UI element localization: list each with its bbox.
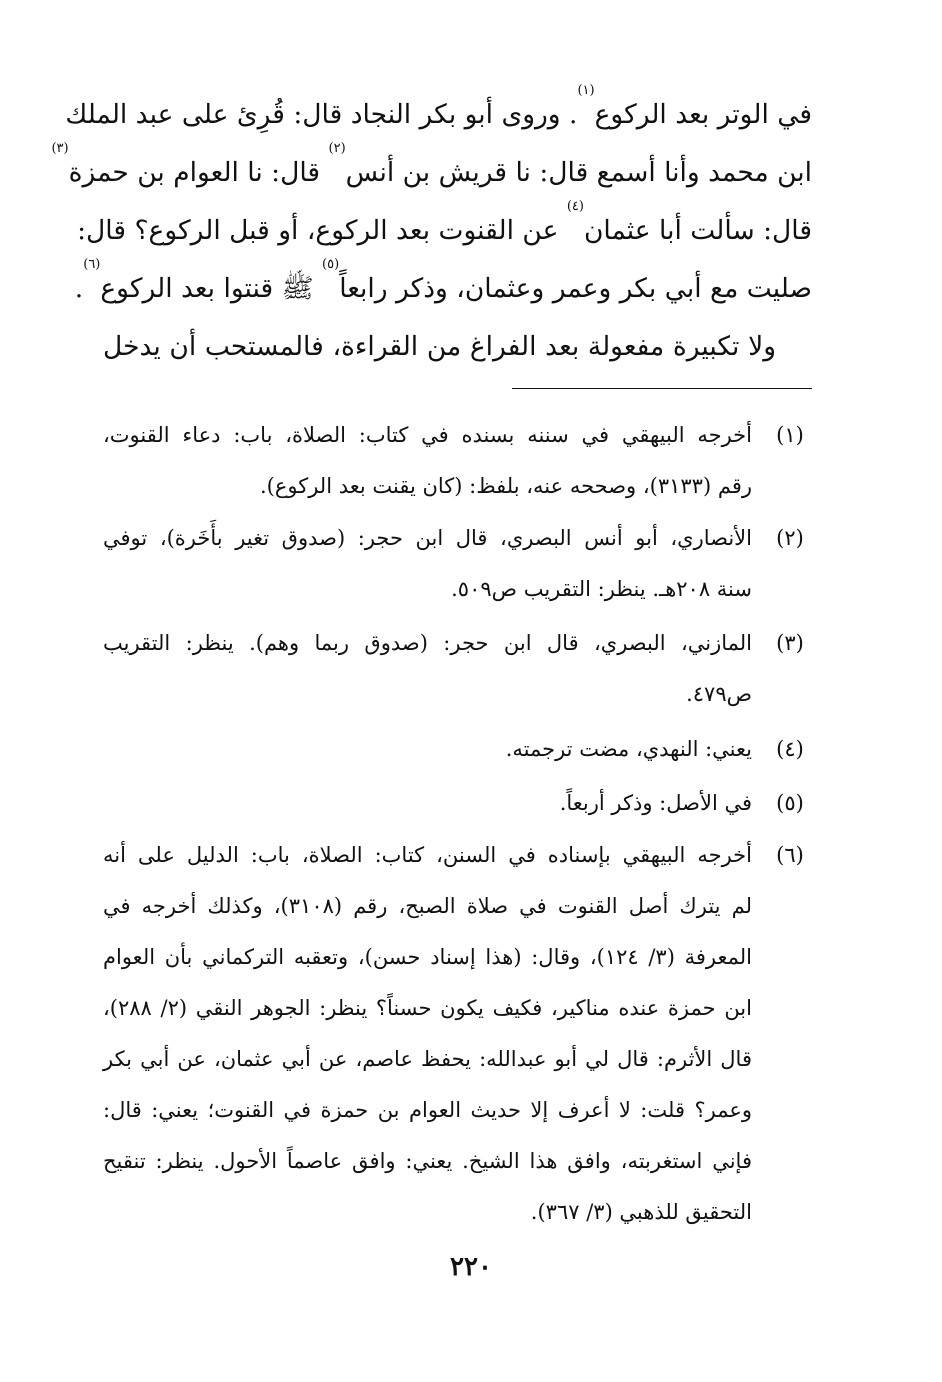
footnote-line: المازني، البصري، قال ابن حجر: (صدوق ربما وهم). ينظر: التقريب: [103, 631, 752, 655]
footnote-ref-5[interactable]: (٥): [322, 257, 340, 272]
footnote-6: [103, 830, 810, 1238]
footnote-5: [103, 778, 810, 829]
footnote-number: (٦): [776, 843, 804, 867]
footnote-line: سنة ٢٠٨هـ. ينظر: التقريب ص٥٠٩.: [451, 577, 752, 601]
footnote-separator: [512, 388, 812, 389]
footnote-number: (٣): [776, 631, 804, 655]
footnote-line: التحقيق للذهبي (٣/ ٣٦٧).: [530, 1200, 752, 1224]
footnote-ref-2[interactable]: (٢): [328, 141, 346, 156]
footnote-line: قال الأثرم: قال لي أبو عبدالله: يحفظ عاصم، عن أبي عثمان، عن أبي بكر: [103, 1047, 752, 1071]
footnote-ref-3[interactable]: (٣): [51, 141, 69, 156]
footnote-line: فإني استغربته، وافق هذا الشيخ. يعني: وافق عاصماً الأحول. ينظر: تنقيح: [103, 1149, 752, 1173]
main-line-3: قال: سألت أبا عثمان$^{(٤)}$ عن القنوت بعد الركوع، أو قبل الركوع؟ قال:: [77, 199, 812, 246]
footnote-ref-4[interactable]: (٤): [566, 199, 584, 214]
footnote-number: (٤): [776, 737, 804, 761]
main-text: [51, 83, 812, 376]
footnote-3: [103, 618, 810, 720]
footnote-line: وعمر؟ قلت: لا أعرف إلا حديث العوام بن حمزة في القنوت؛ يعني: قال:: [103, 1098, 752, 1122]
main-line-5: ولا تكبيرة مفعولة بعد الفراغ من القراءة، فالمستحب أن يدخل: [103, 331, 776, 362]
footnote-line: المعرفة (٣/ ١٢٤)، وقال: (هذا إسناد حسن)، وتعقبه التركماني بأن العوام: [103, 945, 752, 969]
footnote-line: أخرجه البيهقي بإسناده في السنن، كتاب: الصلاة، باب: الدليل على أنه: [103, 843, 752, 867]
footnote-1: [103, 410, 810, 512]
footnote-line: ابن حمزة عنده مناكير، فكيف يكون حسناً؟ ينظر: الجوهر النقي (٢/ ٢٨٨)،: [103, 996, 752, 1020]
footnote-4: [103, 724, 810, 775]
footnote-ref-6[interactable]: (٦): [83, 257, 101, 272]
main-line-2: ابن محمد وأنا أسمع قال: نا قريش بن أنس$^{(٢)}$ قال: نا العوام بن حمزة$^{(٣)}$: [51, 141, 812, 188]
footnote-number: (٥): [776, 791, 804, 815]
footnote-line: رقم (٣١٣٣)، وصححه عنه، بلفظ: (كان يقنت بعد الركوع).: [259, 474, 752, 498]
main-line-4: صليت مع أبي بكر وعمر وعثمان، وذكر رابعاً$^{(٥)}$ ﷺ قنتوا بعد الركوع$^{(٦)}$.: [74, 257, 812, 304]
footnote-line: أخرجه البيهقي في سننه بسنده في كتاب: الصلاة، باب: دعاء القنوت،: [103, 423, 752, 447]
footnote-ref-1[interactable]: (١): [577, 83, 595, 98]
footnote-line: الأنصاري، أبو أنس البصري، قال ابن حجر: (صدوق تغير بأَخَرة)، توفي: [103, 526, 752, 550]
main-line-1: في الوتر بعد الركوع$^{(١)}$. وروى أبو بكر النجاد قال: قُرِئ على عبد الملك: [65, 83, 812, 130]
footnote-number: (٢): [776, 526, 804, 550]
footnote-line: لم يترك أصل القنوت في صلاة الصبح، رقم (٣١٠٨)، وكذلك أخرجه في: [103, 894, 752, 918]
footnote-number: (١): [776, 423, 804, 447]
footnote-line: في الأصل: وذكر أربعاً.: [559, 791, 752, 815]
footnote-line: يعني: النهدي، مضت ترجمته.: [505, 737, 752, 761]
footnote-2: [103, 513, 810, 615]
page-number: ٢٢٠: [450, 1252, 492, 1282]
footnote-line: ص٤٧٩.: [686, 682, 752, 706]
